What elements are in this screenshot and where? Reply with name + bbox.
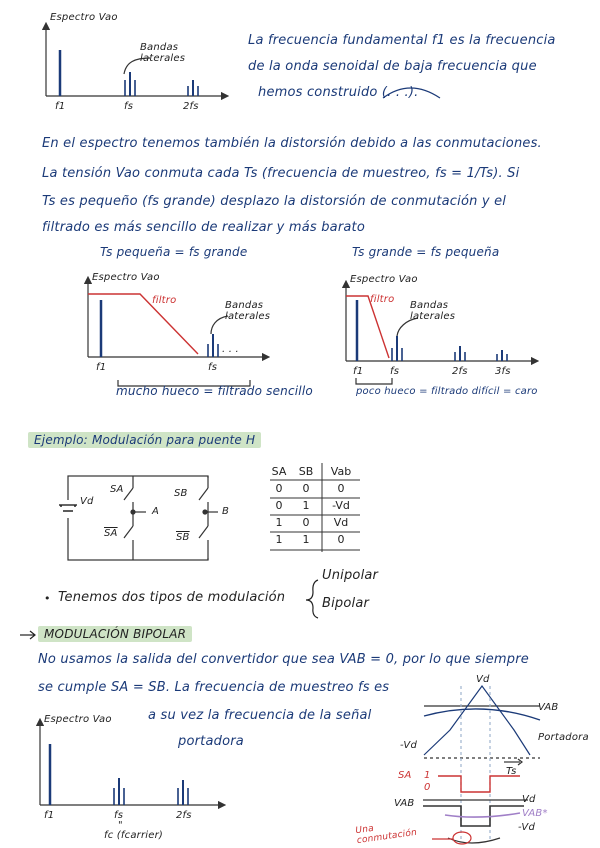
vab-signal [423,806,524,826]
para1-line-1: En el espectro tenemos también la distorsión debido a las conmutaciones. [42,136,542,151]
bipolar-line-2: se cumple SA = SB. La frecuencia de muestreo fs es [38,680,390,695]
example-title: Ejemplo: Modulación para puente H [28,432,261,448]
chart-3-filter-label: filtro [370,294,395,305]
intro-line-1: La frecuencia fundamental f1 es la frecuencia [248,33,556,48]
waveform-label-vd-2: Vd [522,794,536,805]
waveform-label-ts: Ts [506,766,517,777]
chart-1-ylabel: Espectro Vao [50,12,118,23]
spectrum-chart-1 [46,26,225,96]
option-bipolar: Bipolar [322,596,370,611]
table-row: 0 0 0 [275,482,345,495]
para1-line-2: La tensión Vao conmuta cada Ts (frecuencia de muestreo, fs = 1/Ts). Si [42,166,520,181]
waveform-label-vab-2: VAB [394,798,415,809]
bipolar-title: MODULACIÓN BIPOLAR [38,626,192,642]
chart-2-tick-fs: fs [208,362,218,373]
chart-3-bands-label: Bandas laterales [410,300,456,322]
brace [306,580,318,618]
bullet: • [44,592,51,605]
vab-average [445,813,520,817]
modulation-types-text: Tenemos dos tipos de modulación [58,590,286,605]
chart-4-quote-mark: " [118,820,123,831]
waveform-label-switching: Una conmutación [354,823,418,847]
h-bridge-circuit [59,476,218,560]
waveform-label-minus-vd-2: -Vd [518,822,535,833]
chart-1-tick-f1: f1 [55,101,66,112]
chart-4-ylabel: Espectro Vao [44,714,112,725]
chart-2-ellipsis: . . . [222,344,239,355]
waveform-label-vab-avg: VAB* [522,808,548,819]
carrier-signal [424,686,530,755]
sa-signal [438,776,520,792]
gap-bracket [356,378,392,384]
chart-2-heading: Ts pequeña = fs grande [100,245,248,259]
intro-line-2: de la onda senoidal de baja frecuencia que [248,59,537,74]
intro-line-3: hemos construido (. . .). [258,85,419,100]
reference-signal [424,709,540,720]
table-header: Vab [330,465,352,478]
chart-1-bands-label: Bandas laterales [140,42,186,64]
chart-4-tick-2fs: 2fs [176,810,192,821]
chart-3-tick-3fs: 3fs [495,366,511,377]
chart-3-tick-fs: fs [390,366,400,377]
chart-2-tick-f1: f1 [96,362,107,373]
chart-1-tick-fs: fs [124,101,134,112]
circuit-label-vd: Vd [80,496,94,507]
circuit-label-sa-bar: $\overline{SA}$ [104,528,118,539]
chart-3-tick-2fs: 2fs [452,366,468,377]
chart-3-tick-f1: f1 [353,366,364,377]
waveform-label-carrier: Portadora [538,732,589,743]
waveform-label-sa-1: 1 [424,770,431,781]
option-unipolar: Unipolar [322,568,379,583]
waveform-label-sa-0: 0 [424,782,431,793]
chart-2-ylabel: Espectro Vao [92,272,160,283]
chart-4-note: fc (fcarrier) [104,830,164,841]
chart-4-tick-fs: fs [114,810,124,821]
para1-line-4: filtrado es más sencillo de realizar y más barato [42,220,365,235]
circuit-label-sa: SA [110,484,124,495]
chart-1-tick-2fs: 2fs [183,101,199,112]
bipolar-line-3: a su vez la frecuencia de la señal [148,708,372,723]
spectrum-chart-2 [88,280,266,386]
circuit-node-b: B [222,506,230,517]
para1-line-3: Ts es pequeño (fs grande) desplazo la distorsión de conmutación y el [42,194,507,209]
table-row: 0 1 -Vd [275,499,350,512]
chart-2-filter-label: filtro [152,295,177,306]
waveform-label-sa: SA [398,770,412,781]
table-header: SB [298,465,314,478]
chart-3-ylabel: Espectro Vao [350,274,418,285]
circuit-node-a: A [152,506,160,517]
waveform-label-vd: Vd [476,674,490,685]
chart-3-heading: Ts grande = fs pequeña [352,245,500,259]
arrow-icon [20,631,35,639]
waveform-label-minus-vd: -Vd [400,740,417,751]
table-row: 1 1 0 [275,533,345,546]
table-row: 1 0 Vd [275,516,349,529]
waveform-label-vab: VAB [538,702,559,713]
truth-table [266,463,362,548]
circuit-label-sb: SB [174,488,188,499]
chart-4-tick-f1: f1 [44,810,55,821]
chart-3-caption: poco hueco = filtrado difícil = caro [356,386,538,397]
circuit-label-sb-bar: $\overline{SB}$ [176,532,190,543]
bipolar-line-1: No usamos la salida del convertidor que sea VAB = 0, por lo que siempre [38,652,529,667]
filter-curve [346,296,389,358]
bipolar-waveform [423,686,540,844]
chart-2-bands-label: Bandas laterales [225,300,271,322]
chart-2-caption: mucho hueco = filtrado sencillo [116,384,313,398]
filter-curve [88,294,198,354]
bipolar-line-4: portadora [178,734,244,749]
table-header: SA [271,465,287,478]
